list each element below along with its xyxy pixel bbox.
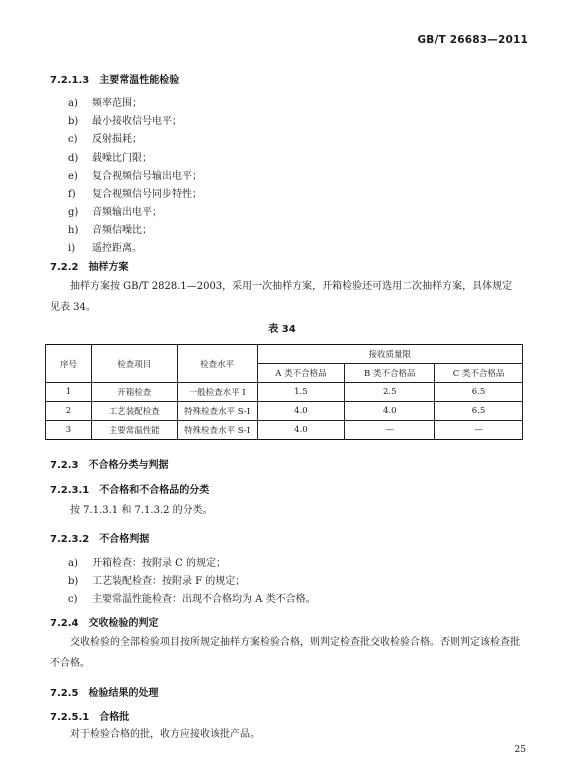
cell-a: 4.0 [257,421,345,440]
list-item [68,221,152,236]
section-number: 7.2.2 [50,262,79,273]
cell-c: 6.5 [435,402,523,421]
list-marker: i) [68,243,76,254]
cell-item: 开箱检查 [91,383,177,402]
paragraph-judgement: 交收检验的全部检验项目按所规定抽样方案检验合格，则判定检查批交收检验合格。否则判定该检查批不合格。 [50,637,520,669]
cell-a: 1.5 [257,383,345,402]
list-marker: a) [68,558,78,569]
cell-b: 2.5 [345,383,435,402]
list-text: 载噪比门限； [92,153,152,164]
standard-code: GB/T 26683—2011 [417,34,528,46]
section-number: 7.2.5.1 [50,712,90,723]
cell-seq: 3 [46,421,92,440]
list-marker: c) [68,134,78,145]
list-text: 遥控距离。 [92,243,142,254]
section-number: 7.2.5 [50,688,79,699]
section-title: 主要常温性能检验 [99,75,180,86]
heading-7-2-1-3 [50,71,179,86]
page-number: 25 [514,745,526,755]
section-number: 7.2.3 [50,460,79,471]
table-row [46,402,523,421]
cell-seq: 1 [46,383,92,402]
list-item [68,149,152,164]
list-item [68,554,226,569]
list-item [68,130,142,145]
header-class-b: B 类不合格品 [345,364,435,383]
list-item [68,572,245,587]
section-title: 不合格和不合格品的分类 [99,485,210,496]
list-text: 主要常温性能检查：出现不合格均为 A 类不合格。 [92,594,316,605]
header-seq: 序号 [46,345,92,383]
list-text: 音频输出电平； [92,207,162,218]
list-text: 频率范围； [92,98,142,109]
section-title: 不合格判据 [99,534,150,545]
list-marker: f) [68,189,76,200]
list-marker: e) [68,171,78,182]
header-level: 检查水平 [177,345,257,383]
list-marker: d) [68,153,79,164]
section-title: 交收检验的判定 [88,618,159,629]
heading-7-2-5-1 [50,708,129,723]
list-text: 反射损耗； [92,134,142,145]
list-text: 复合视频信号输出电平； [92,171,202,182]
section-title: 检验结果的处理 [88,688,159,699]
table-row [46,421,523,440]
list-marker: c) [68,594,78,605]
list-text: 开箱检查：按附录 C 的规定； [92,558,227,569]
list-text: 工艺装配检查：按附录 F 的规定； [92,576,246,587]
list-item [68,185,202,200]
cell-item: 主要常温性能 [91,421,177,440]
section-title: 合格批 [99,712,130,723]
table-row [46,383,523,402]
list-marker: h) [68,225,79,236]
heading-7-2-3-1 [50,481,209,496]
list-item [68,112,182,127]
cell-item: 工艺装配检查 [91,402,177,421]
section-number: 7.2.4 [50,618,79,629]
header-aql: 接收质量限 [257,345,522,364]
table-34 [45,344,523,440]
list-item [68,94,142,109]
list-text: 音频信噪比； [92,225,152,236]
list-item [68,239,142,254]
section-number: 7.2.3.2 [50,534,90,545]
list-item [68,590,316,605]
cell-seq: 2 [46,402,92,421]
cell-b: — [345,421,435,440]
section-number: 7.2.1.3 [50,75,90,86]
cell-level: 特殊检查水平 S-I [177,402,257,421]
header-class-c: C 类不合格品 [435,364,523,383]
list-text: 复合视频信号同步特性； [92,189,202,200]
section-title: 不合格分类与判据 [88,460,169,471]
heading-7-2-3 [50,456,168,471]
table-caption: 表 34 [268,324,296,335]
header-class-a: A 类不合格品 [257,364,345,383]
heading-7-2-3-2 [50,530,149,545]
section-number: 7.2.3.1 [50,485,90,496]
heading-7-2-2 [50,258,128,273]
cell-c: — [435,421,523,440]
list-marker: b) [68,116,79,127]
list-text: 最小接收信号电平； [92,116,182,127]
list-item [68,203,162,218]
paragraph-accepted-lot: 对于检验合格的批，收方应接收该批产品。 [70,729,260,740]
heading-7-2-5 [50,684,158,699]
list-marker: g) [68,207,79,218]
cell-level: 特殊检查水平 S-I [177,421,257,440]
paragraph-classification: 按 7.1.3.1 和 7.1.3.2 的分类。 [70,505,213,516]
list-marker: b) [68,576,79,587]
cell-c: 6.5 [435,383,523,402]
list-marker: a) [68,98,78,109]
paragraph-sampling: 抽样方案按 GB/T 2828.1—2003，采用一次抽样方案，开箱检验还可选用二次抽样方案，具体规定见表 34。 [50,281,513,313]
list-item [68,167,202,182]
cell-level: 一般检查水平 I [177,383,257,402]
cell-a: 4.0 [257,402,345,421]
header-item: 检查项目 [91,345,177,383]
heading-7-2-4 [50,614,158,629]
section-title: 抽样方案 [88,262,129,273]
cell-b: 4.0 [345,402,435,421]
